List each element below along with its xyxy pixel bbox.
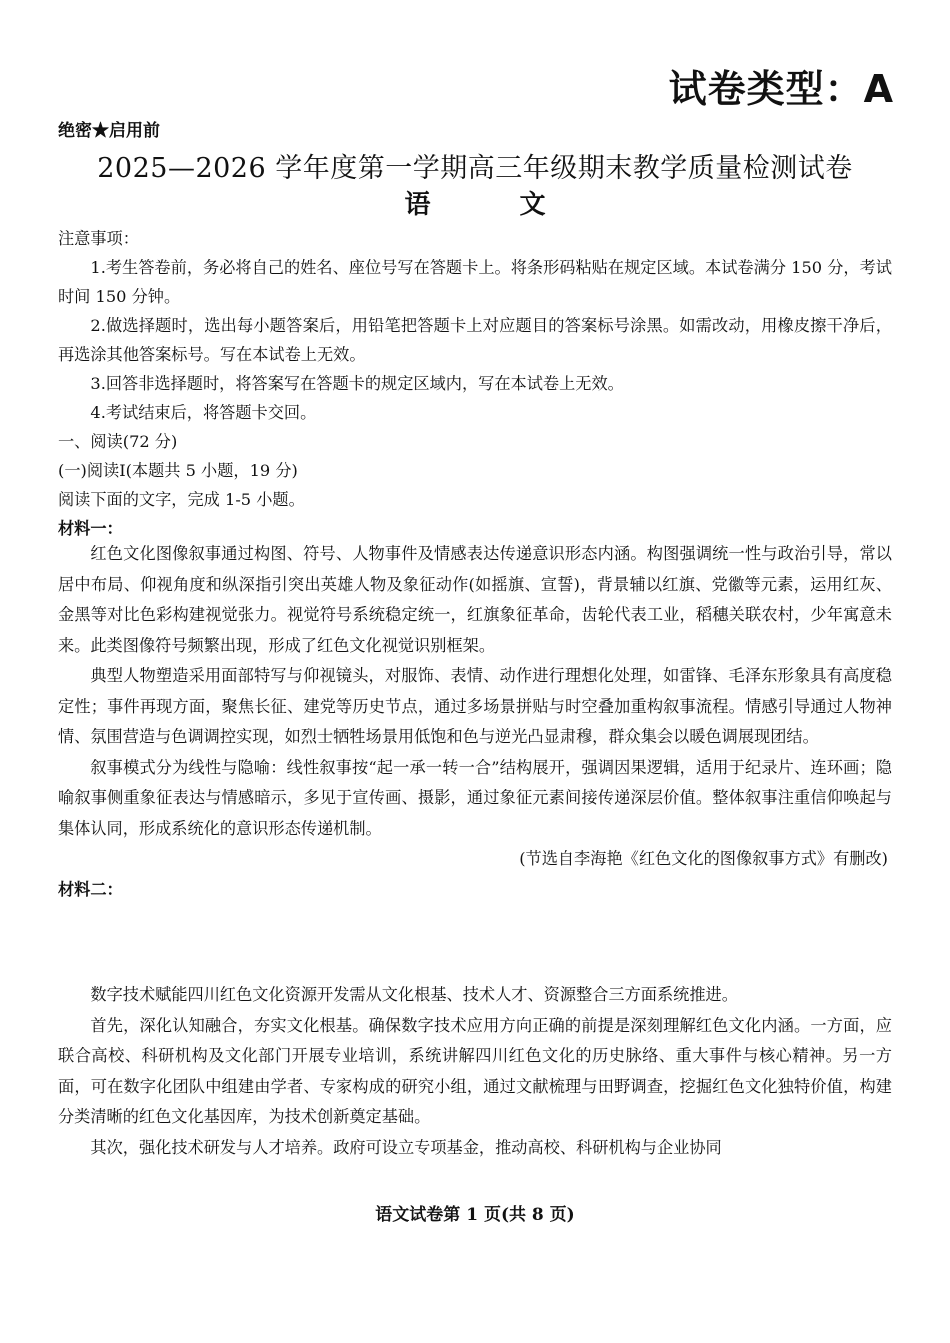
material1-paragraph: 叙事模式分为线性与隐喻：线性叙事按“起一承一转一合”结构展开，强调因果逻辑，适用于纪录片、连环画；隐喻叙事侧重象征表达与情感暗示，多见于宣传画、摄影，通过象征元素间接传递深层价值。整体叙事注重信仰唤起与集体认同，形成系统化的意识形态传递机制。 bbox=[58, 757, 892, 838]
notes-item-4: 4.考试结束后，将答题卡交回。 bbox=[90, 403, 317, 422]
material2-paragraph: 首先，深化认知融合，夯实文化根基。确保数字技术应用方向正确的前提是深刻理解红色文化内涵。一方面，应联合高校、科研机构及文化部门开展专业培训，系统讲解四川红色文化的历史脉络、重大事件与核心精神。另一方面，可在数字化团队中组建由学者、专家构成的研究小组，通过文献梳理与田野调查，挖掘红色文化独特价值，构建分类清晰的红色文化基因库，为技术创新奠定基础。 bbox=[58, 1015, 892, 1126]
notes-item-1: 1.考生答卷前，务必将自己的姓名、座位号写在答题卡上。将条形码粘贴在规定区域。本试卷满分 150 分，考试时间 150 分钟。 bbox=[58, 258, 892, 306]
secret-label: 绝密★启用前 bbox=[58, 121, 160, 141]
material1-paragraph: 典型人物塑造采用面部特写与仰视镜头，对服饰、表情、动作进行理想化处理，如雷锋、毛泽东形象具有高度稳定性；事件再现方面，聚焦长征、建党等历史节点，通过多场景拼贴与时空叠加重构叙事流程。情感引导通过人物神情、氛围营造与色调调控实现，如烈士牺牲场景用低饱和色与逆光凸显肃穆，群众集会以暖色调展现团结。 bbox=[58, 666, 892, 746]
notes-item-3: 3.回答非选择题时，将答案写在答题卡的规定区域内，写在本试卷上无效。 bbox=[90, 374, 624, 393]
material2-paragraph: 数字技术赋能四川红色文化资源开发需从文化根基、技术人才、资源整合三方面系统推进。 bbox=[90, 985, 738, 1004]
page-footer: 语文试卷第 1 页(共 8 页) bbox=[375, 1205, 575, 1225]
material1-label: 材料一： bbox=[58, 519, 123, 538]
section-instruction: 阅读下面的文字，完成 1-5 小题。 bbox=[58, 490, 305, 509]
section-title: 一、阅读(72 分) bbox=[58, 432, 178, 451]
section-subtitle: (一)阅读Ⅰ(本题共 5 小题，19 分) bbox=[58, 461, 298, 480]
material1-paragraph: 红色文化图像叙事通过构图、符号、人物事件及情感表达传递意识形态内涵。构图强调统一性与政治引导，常以居中布局、仰视角度和纵深指引突出英雄人物及象征动作(如摇旗、宣誓)，背景辅以红旗、党徽等元素，运用红灰、金黑等对比色彩构建视觉张力。视觉符号系统稳定统一，红旗象征革命，齿轮代表工业，稻穗关联农村，少年寓意未来。此类图像符号频繁出现，形成了红色文化视觉识别框架。 bbox=[58, 544, 892, 655]
material2-label: 材料二： bbox=[58, 879, 123, 899]
exam-type-label: 试卷类型：A bbox=[668, 67, 894, 111]
material1-source: (节选自李海艳《红色文化的图像叙事方式》有删改) bbox=[519, 849, 888, 868]
notes-heading: 注意事项： bbox=[58, 229, 139, 248]
material2-body bbox=[58, 980, 892, 1163]
material2-paragraph: 其次，强化技术研发与人才培养。政府可设立专项基金，推动高校、科研机构与企业协同 bbox=[90, 1137, 722, 1157]
exam-title: 2025—2026 学年度第一学期高三年级期末教学质量检测试卷 bbox=[97, 153, 853, 184]
notes-section bbox=[58, 224, 892, 543]
notes-item-2: 2.做选择题时，选出每小题答案后，用铅笔把答题卡上对应题目的答案标号涂黑。如需改动，用橡皮擦干净后，再选涂其他答案标号。写在本试卷上无效。 bbox=[58, 316, 892, 364]
material1-body bbox=[58, 539, 892, 905]
subject-title: 语 文 bbox=[404, 190, 546, 220]
